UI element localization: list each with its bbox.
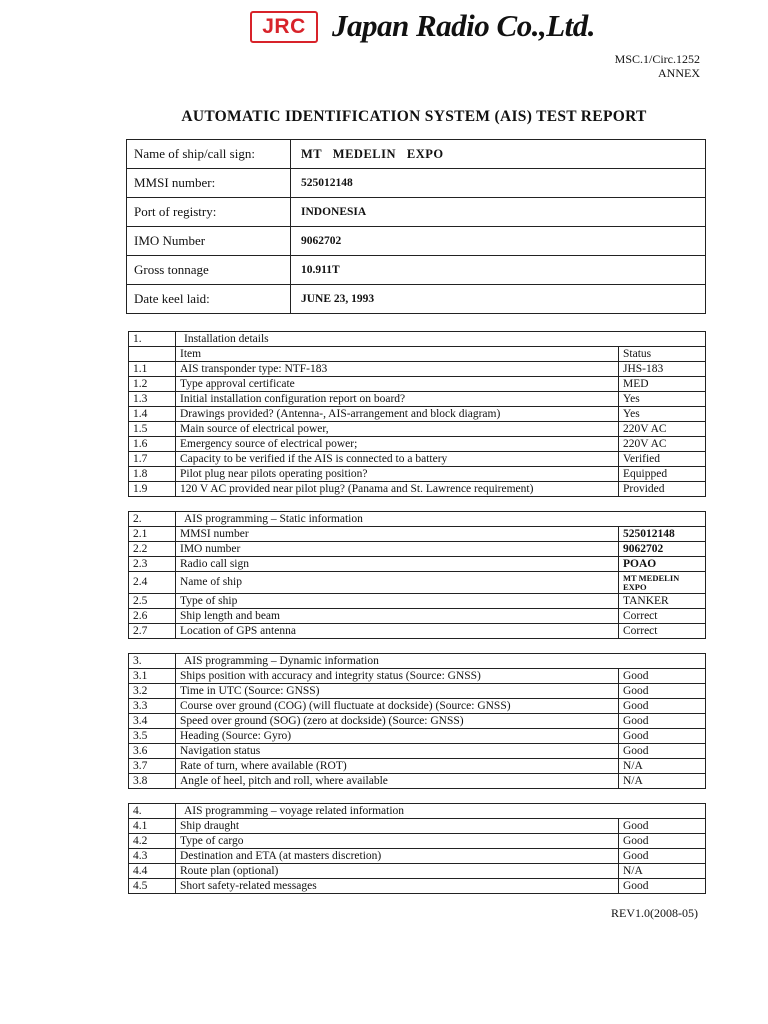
row-status: 525012148 — [619, 527, 706, 542]
row-status: Good — [619, 714, 706, 729]
row-item: Time in UTC (Source: GNSS) — [176, 684, 619, 699]
row-status: N/A — [619, 864, 706, 879]
table-row — [129, 849, 706, 864]
table-row — [129, 452, 706, 467]
row-item: Destination and ETA (at masters discretion) — [176, 849, 619, 864]
row-status: MED — [619, 377, 706, 392]
row-status: Good — [619, 819, 706, 834]
row-status: 9062702 — [619, 542, 706, 557]
revision-label: REV1.0(2008-05) — [611, 906, 698, 920]
row-item: Course over ground (COG) (will fluctuate at dockside) (Source: GNSS) — [176, 699, 619, 714]
row-number: 4.2 — [129, 834, 176, 849]
row-status: JHS-183 — [619, 362, 706, 377]
row-item: Emergency source of electrical power; — [176, 437, 619, 452]
row-status: Provided — [619, 482, 706, 497]
row-number: 3.3 — [129, 699, 176, 714]
static-information-table — [128, 511, 706, 639]
row-status: Good — [619, 849, 706, 864]
row-status: N/A — [619, 774, 706, 789]
row-number: 1.5 — [129, 422, 176, 437]
row-status: Good — [619, 879, 706, 894]
column-header-row — [129, 347, 706, 362]
annex-label: ANNEX — [658, 66, 700, 80]
section-number: 4. — [129, 804, 176, 819]
status-column-header: Status — [619, 347, 706, 362]
row-number: 1.3 — [129, 392, 176, 407]
row-status: 220V AC — [619, 422, 706, 437]
row-status: Verified — [619, 452, 706, 467]
ship-info-row — [127, 285, 706, 314]
row-item: Type of ship — [176, 594, 619, 609]
table-row — [129, 729, 706, 744]
table-row — [129, 744, 706, 759]
table-row — [129, 594, 706, 609]
row-number: 1.7 — [129, 452, 176, 467]
ship-info-row — [127, 140, 706, 169]
row-item: AIS transponder type: NTF-183 — [176, 362, 619, 377]
row-status: POAO — [619, 557, 706, 572]
field-value: JUNE 23, 1993 — [291, 285, 706, 314]
ship-info-row — [127, 169, 706, 198]
table-row — [129, 542, 706, 557]
section-number: 2. — [129, 512, 176, 527]
row-number: 2.7 — [129, 624, 176, 639]
row-status: Correct — [619, 609, 706, 624]
row-item: Location of GPS antenna — [176, 624, 619, 639]
row-number: 4.5 — [129, 879, 176, 894]
section-header — [129, 804, 706, 819]
dynamic-information-table — [128, 653, 706, 789]
field-label: IMO Number — [127, 227, 291, 256]
row-number: 3.5 — [129, 729, 176, 744]
table-row — [129, 407, 706, 422]
table-row — [129, 572, 706, 594]
field-label: Date keel laid: — [127, 285, 291, 314]
row-item: Ships position with accuracy and integrity status (Source: GNSS) — [176, 669, 619, 684]
row-status: Yes — [619, 392, 706, 407]
field-label: Port of registry: — [127, 198, 291, 227]
row-number: 1.8 — [129, 467, 176, 482]
row-item: MMSI number — [176, 527, 619, 542]
section-title: AIS programming – Dynamic information — [176, 654, 706, 669]
row-number: 3.7 — [129, 759, 176, 774]
field-label: Gross tonnage — [127, 256, 291, 285]
table-row — [129, 527, 706, 542]
circular-number: MSC.1/Circ.1252 — [614, 52, 700, 66]
row-item: Drawings provided? (Antenna-, AIS-arrangement and block diagram) — [176, 407, 619, 422]
row-item: Short safety-related messages — [176, 879, 619, 894]
field-value: 9062702 — [291, 227, 706, 256]
table-row — [129, 834, 706, 849]
section-number: 3. — [129, 654, 176, 669]
ship-info-table — [126, 139, 706, 314]
row-status: Yes — [619, 407, 706, 422]
row-number: 2.3 — [129, 557, 176, 572]
voyage-information-table — [128, 803, 706, 894]
row-item: Speed over ground (SOG) (zero at dockside) (Source: GNSS) — [176, 714, 619, 729]
row-status: Good — [619, 669, 706, 684]
row-number: 4.1 — [129, 819, 176, 834]
row-number: 1.1 — [129, 362, 176, 377]
table-row — [129, 624, 706, 639]
row-number: 2.1 — [129, 527, 176, 542]
field-value: MT MEDELIN EXPO — [291, 140, 706, 169]
field-value: 525012148 — [291, 169, 706, 198]
item-column-header: Item — [176, 347, 619, 362]
section-header — [129, 332, 706, 347]
table-row — [129, 392, 706, 407]
row-item: Radio call sign — [176, 557, 619, 572]
table-row — [129, 669, 706, 684]
field-label: Name of ship/call sign: — [127, 140, 291, 169]
row-number: 1.6 — [129, 437, 176, 452]
section-title: Installation details — [176, 332, 706, 347]
installation-details-table — [128, 331, 706, 497]
row-item: Ship length and beam — [176, 609, 619, 624]
table-row — [129, 377, 706, 392]
row-item: Angle of heel, pitch and roll, where available — [176, 774, 619, 789]
row-number: 3.4 — [129, 714, 176, 729]
ship-info-row — [127, 198, 706, 227]
row-status: Correct — [619, 624, 706, 639]
row-number: 4.4 — [129, 864, 176, 879]
row-item: Capacity to be verified if the AIS is connected to a battery — [176, 452, 619, 467]
row-status: Equipped — [619, 467, 706, 482]
ship-info-row — [127, 256, 706, 285]
table-row — [129, 362, 706, 377]
table-row — [129, 774, 706, 789]
row-number: 4.3 — [129, 849, 176, 864]
ship-info-row — [127, 227, 706, 256]
row-number: 2.2 — [129, 542, 176, 557]
company-name: Japan Radio Co.,Ltd. — [332, 8, 596, 43]
section-title: AIS programming – voyage related information — [176, 804, 706, 819]
field-value: INDONESIA — [291, 198, 706, 227]
row-number: 1.2 — [129, 377, 176, 392]
table-row — [129, 437, 706, 452]
row-number: 2.4 — [129, 572, 176, 594]
row-status: Good — [619, 834, 706, 849]
table-row — [129, 467, 706, 482]
row-item: Heading (Source: Gyro) — [176, 729, 619, 744]
field-label: MMSI number: — [127, 169, 291, 198]
row-item: Ship draught — [176, 819, 619, 834]
row-number: 3.8 — [129, 774, 176, 789]
row-item: Rate of turn, where available (ROT) — [176, 759, 619, 774]
row-status: Good — [619, 699, 706, 714]
report-title: AUTOMATIC IDENTIFICATION SYSTEM (AIS) TEST REPORT — [181, 108, 647, 125]
row-item: Name of ship — [176, 572, 619, 594]
row-status: Good — [619, 684, 706, 699]
row-number: 3.1 — [129, 669, 176, 684]
row-status: Good — [619, 744, 706, 759]
table-row — [129, 557, 706, 572]
row-number: 2.6 — [129, 609, 176, 624]
field-value: 10.911T — [291, 256, 706, 285]
row-item: IMO number — [176, 542, 619, 557]
row-status: 220V AC — [619, 437, 706, 452]
row-number: 3.2 — [129, 684, 176, 699]
row-item: Initial installation configuration report on board? — [176, 392, 619, 407]
row-number: 2.5 — [129, 594, 176, 609]
row-number: 3.6 — [129, 744, 176, 759]
section-header — [129, 654, 706, 669]
table-row — [129, 482, 706, 497]
table-row — [129, 819, 706, 834]
section-title: AIS programming – Static information — [176, 512, 706, 527]
table-row — [129, 422, 706, 437]
row-status: TANKER — [619, 594, 706, 609]
table-row — [129, 609, 706, 624]
table-row — [129, 864, 706, 879]
table-row — [129, 759, 706, 774]
row-item: Type approval certificate — [176, 377, 619, 392]
row-number: 1.9 — [129, 482, 176, 497]
circular-reference — [615, 52, 700, 80]
row-item: Pilot plug near pilots operating position? — [176, 467, 619, 482]
row-status: Good — [619, 729, 706, 744]
row-number: 1.4 — [129, 407, 176, 422]
row-item: Type of cargo — [176, 834, 619, 849]
table-row — [129, 714, 706, 729]
table-row — [129, 879, 706, 894]
row-status: N/A — [619, 759, 706, 774]
row-item: 120 V AC provided near pilot plug? (Panama and St. Lawrence requirement) — [176, 482, 619, 497]
row-item: Route plan (optional) — [176, 864, 619, 879]
section-number: 1. — [129, 332, 176, 347]
table-row — [129, 684, 706, 699]
row-item: Main source of electrical power, — [176, 422, 619, 437]
section-header — [129, 512, 706, 527]
row-status: MT MEDELIN EXPO — [619, 572, 706, 594]
jrc-logo: JRC — [250, 11, 318, 43]
row-item: Navigation status — [176, 744, 619, 759]
table-row — [129, 699, 706, 714]
